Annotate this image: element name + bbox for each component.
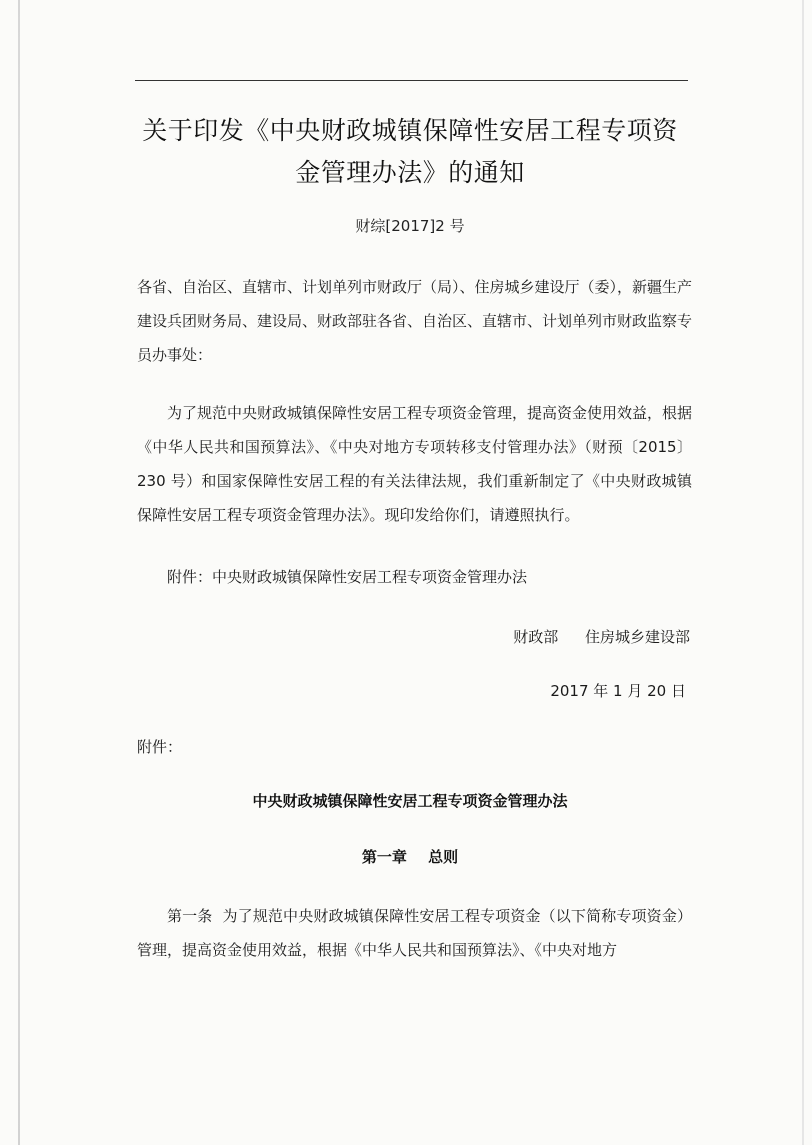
document-number: 财综[2017]2 号 [355, 217, 465, 235]
addressee-paragraph: 各省、自治区、直辖市、计划单列市财政厅（局）、住房城乡建设厅（委），新疆生产建设兵团财务局、建设局、财政部驻各省、自治区、直辖市、计划单列市财政监察专员办事处： [137, 278, 693, 364]
attachment-title: 中央财政城镇保障性安居工程专项资金管理办法 [252, 792, 568, 810]
article-paragraph [137, 899, 692, 967]
issue-date: 2017 年 1 月 20 日 [550, 682, 686, 700]
attachment-note: 附件：中央财政城镇保障性安居工程专项资金管理办法 [167, 568, 528, 586]
attachment-label: 附件： [137, 738, 183, 756]
issuer-housing-ministry: 住房城乡建设部 [584, 628, 690, 646]
scan-edge-left [18, 0, 20, 1145]
notice-title: 关于印发《中央财政城镇保障性安居工程专项资金管理办法》的通知 [142, 116, 678, 187]
article-text: 为了规范中央财政城镇保障性安居工程专项资金（以下简称专项资金）管理，提高资金使用效益，根据《中华人民共和国预算法》、《中央对地方 [137, 907, 692, 959]
body-paragraph: 为了规范中央财政城镇保障性安居工程专项资金管理，提高资金使用效益，根据《中华人民共和国预算法》、《中央对地方专项转移支付管理办法》（财预〔2015〕230 号）和国家保障性安居工程的有关法律法规，我们重新制定了《中央财政城镇保障性安居工程专项资金管理办法》。现印发给你们，请遵照执行。 [137, 404, 693, 524]
issuers-line [513, 626, 690, 647]
chapter-name: 总则 [428, 848, 459, 866]
header-rule [135, 80, 688, 81]
scan-edge-right [802, 0, 804, 1145]
article-label: 第一条 [167, 907, 213, 925]
issuer-finance-ministry: 财政部 [513, 628, 559, 646]
chapter-number: 第一章 [361, 848, 407, 866]
chapter-heading [130, 846, 690, 867]
